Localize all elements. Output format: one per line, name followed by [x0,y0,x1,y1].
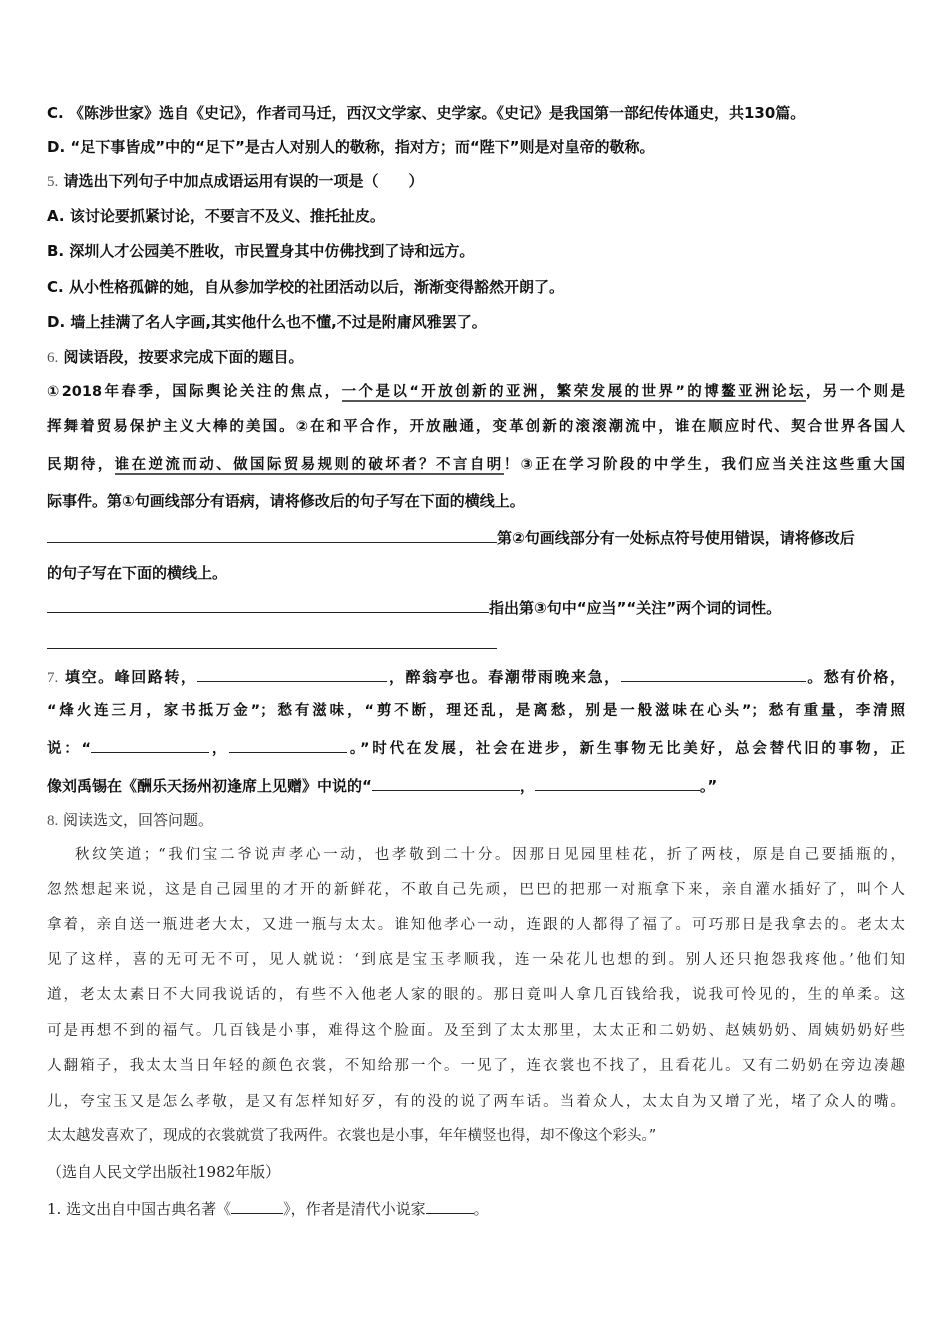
q7-line-1 [47,665,905,687]
option-text: 《陈涉世家》选自《史记》，作者司马迁，西汉文学家、史学家。《史记》是我国第一部纪传体通史，共130篇。 [68,104,806,122]
text: ①2018年春季，国际舆论关注的焦点， [47,384,342,400]
question-stem: 请选出下列句子中加点成语运用有误的一项是（ ） [63,172,424,190]
q8-sub-1 [47,1197,905,1219]
answer-blank[interactable] [426,1197,474,1214]
underlined-sentence-1: 一个是以“开放创新的亚洲，繁荣发展的世界”的博鳌亚洲论坛 [341,384,806,400]
text: ， [209,741,230,757]
answer-blank[interactable] [535,774,700,791]
text: 。 [473,1200,489,1218]
option-text: 深圳人才公园美不胜收，市民置身其中仿佛找到了诗和远方。 [69,242,475,260]
answer-blank[interactable] [197,665,387,682]
passage-line: 人翻箱子，我太太当日年轻的颜色衣裳，不知给那一个。一见了，连衣裳也不找了，且看花儿。又有二奶奶在旁边凑趣 [47,1058,905,1074]
text: 际事件。第①句画线部分有语病，请将修改后的句子写在下面的横线上。 [47,492,525,510]
answer-blank[interactable] [47,632,497,649]
passage-line: 秋纹笑道；“我们宝二爷说声孝心一动，也孝敬到二十分。因那日见园里桂花，折了两枝，原是自己要插瓶的， [75,847,905,863]
option-text: “足下事皆成”中的“足下”是古人对别人的敬称，指对方；而“陛下”则是对皇帝的敬称。 [70,138,655,156]
text: 像刘禹锡在《酬乐天扬州初逢席上见赠》中说的“ [47,777,372,795]
text: 第②句画线部分有一处标点符号使用错误，请将修改后 [497,529,855,547]
sub-question-number: 1. [47,1200,62,1218]
q6-task-3 [47,596,905,618]
text: 。”时代在发展，社会在进步，新生事物无比美好，总会替代旧的事物，正 [347,741,906,757]
option-label: C. [47,278,64,296]
text: “烽火连三月，家书抵万金”；愁有滋味，“剪不断，理还乱，是离愁，别是一般滋味在心头”；愁有重量，李清照 [47,703,905,719]
passage-line: 忽然想起来说，这是自己园里的才开的新鲜花，不敢自己先顽，巴巴的把那一对瓶拿下来，亲自灌水插好了，叫个人 [47,882,905,898]
q7-line-2 [47,700,905,722]
question-number: 5. [47,174,59,190]
question-number: 8. [47,813,59,829]
passage-line: 太太越发喜欢了，现成的衣裳就赏了我两件。衣裳也是小事，年年横竖也得，却不像这个彩头。” [47,1128,657,1144]
q7-line-4 [47,774,905,796]
q6-answer-line [47,632,905,654]
text: 指出第③句中“应当”“关注”两个词的词性。 [489,599,782,617]
text: 》，作者是清代小说家 [283,1200,426,1218]
question-stem: 阅读语段，按要求完成下面的题目。 [63,348,304,366]
q6-line-3 [47,454,905,476]
text: 民期待， [47,457,115,473]
text: ！③正在学习阶段的中学生，我们应当关注这些重大国 [503,457,906,473]
question-number: 7. [47,670,59,686]
answer-blank[interactable] [91,736,209,753]
q6-task-2-cont [47,562,905,584]
text: 说：“ [47,741,92,757]
q6-line-1 [47,381,905,403]
text: 选文出自中国古典名著《 [66,1200,232,1218]
option-text: 该讨论要抓紧讨论，不要言不及义、推托扯皮。 [69,207,385,225]
text: 填空。峰回路转， [65,668,198,686]
q5-option-d [47,311,905,333]
option-text: 从小性格孤僻的她，自从参加学校的社团活动以后，渐渐变得豁然开朗了。 [68,278,564,296]
question-number: 6. [47,350,59,366]
option-label: D. [47,313,66,331]
option-label: A. [47,207,65,225]
option-label: D. [47,138,66,156]
option-label: B. [47,242,65,260]
answer-blank[interactable] [372,774,520,791]
q5-option-c [47,276,905,298]
text: 。” [699,777,718,795]
answer-blank[interactable] [47,596,489,613]
q5-stem [47,170,905,192]
underlined-sentence-2: 谁在逆流而动、做国际贸易规则的破坏者？不言自明 [114,457,504,473]
passage-line: 可是再想不到的福气。几百钱是小事，难得这个脸面。及至到了太太那里，太太正和二奶奶、赵姨奶奶、周姨奶奶好些 [47,1023,905,1039]
q6-line-2 [47,416,905,438]
answer-blank[interactable] [231,1197,283,1214]
text: 。愁有价格， [805,668,905,686]
q6-task-2 [47,526,905,548]
passage-line: 拿着，亲自送一瓶进老大太，又进一瓶与太太。谁知他孝心一动，连跟的人都得了福了。可巧那日是我拿去的。老太太 [47,917,905,933]
q7-line-3 [47,736,905,758]
q4-option-d [47,136,905,158]
question-stem: 阅读选文，回答问题。 [63,811,214,829]
q6-stem [47,346,905,368]
text: 挥舞着贸易保护主义大棒的美国。②在和平合作，开放融通，变革创新的滚滚潮流中，谁在顺应时代、契合世界各国人 [47,419,905,435]
text: ， [519,777,535,795]
q6-line-4 [47,490,905,512]
passage-line: 道，老太太素日不大同我说话的，有些不入他老人家的眼的。那日竟叫人拿几百钱给我，说我可怜见的，生的单柔。这 [47,987,905,1003]
answer-blank[interactable] [229,736,347,753]
option-text: 墙上挂满了名人字画,其实他什么也不懂,不过是附庸风雅罢了。 [70,313,487,331]
text: 的句子写在下面的横线上。 [47,564,228,582]
q5-option-a [47,205,905,227]
text: ，另一个则是 [805,384,906,400]
passage-line: 见了这样，喜的无可无不可，见人就说：‘到底是宝玉孝顺我，连一朵花儿也想的到。别人还只抱怨我疼他。’他们知 [47,952,905,968]
q4-option-c [47,102,905,124]
answer-blank[interactable] [47,526,497,543]
q8-stem [47,809,905,831]
text: ，醉翁亭也。春潮带雨晚来急， [387,668,621,686]
answer-blank[interactable] [621,665,806,682]
passage-line: 儿，夸宝玉又是怎么孝敬，是又有怎样知好歹，有的没的说了两车话。当着众人，太太自为又增了光，堵了众人的嘴。 [47,1094,905,1110]
passage-source: （选自人民文学出版社1982年版） [47,1163,281,1181]
q5-option-b [47,240,905,262]
option-label: C. [47,104,64,122]
